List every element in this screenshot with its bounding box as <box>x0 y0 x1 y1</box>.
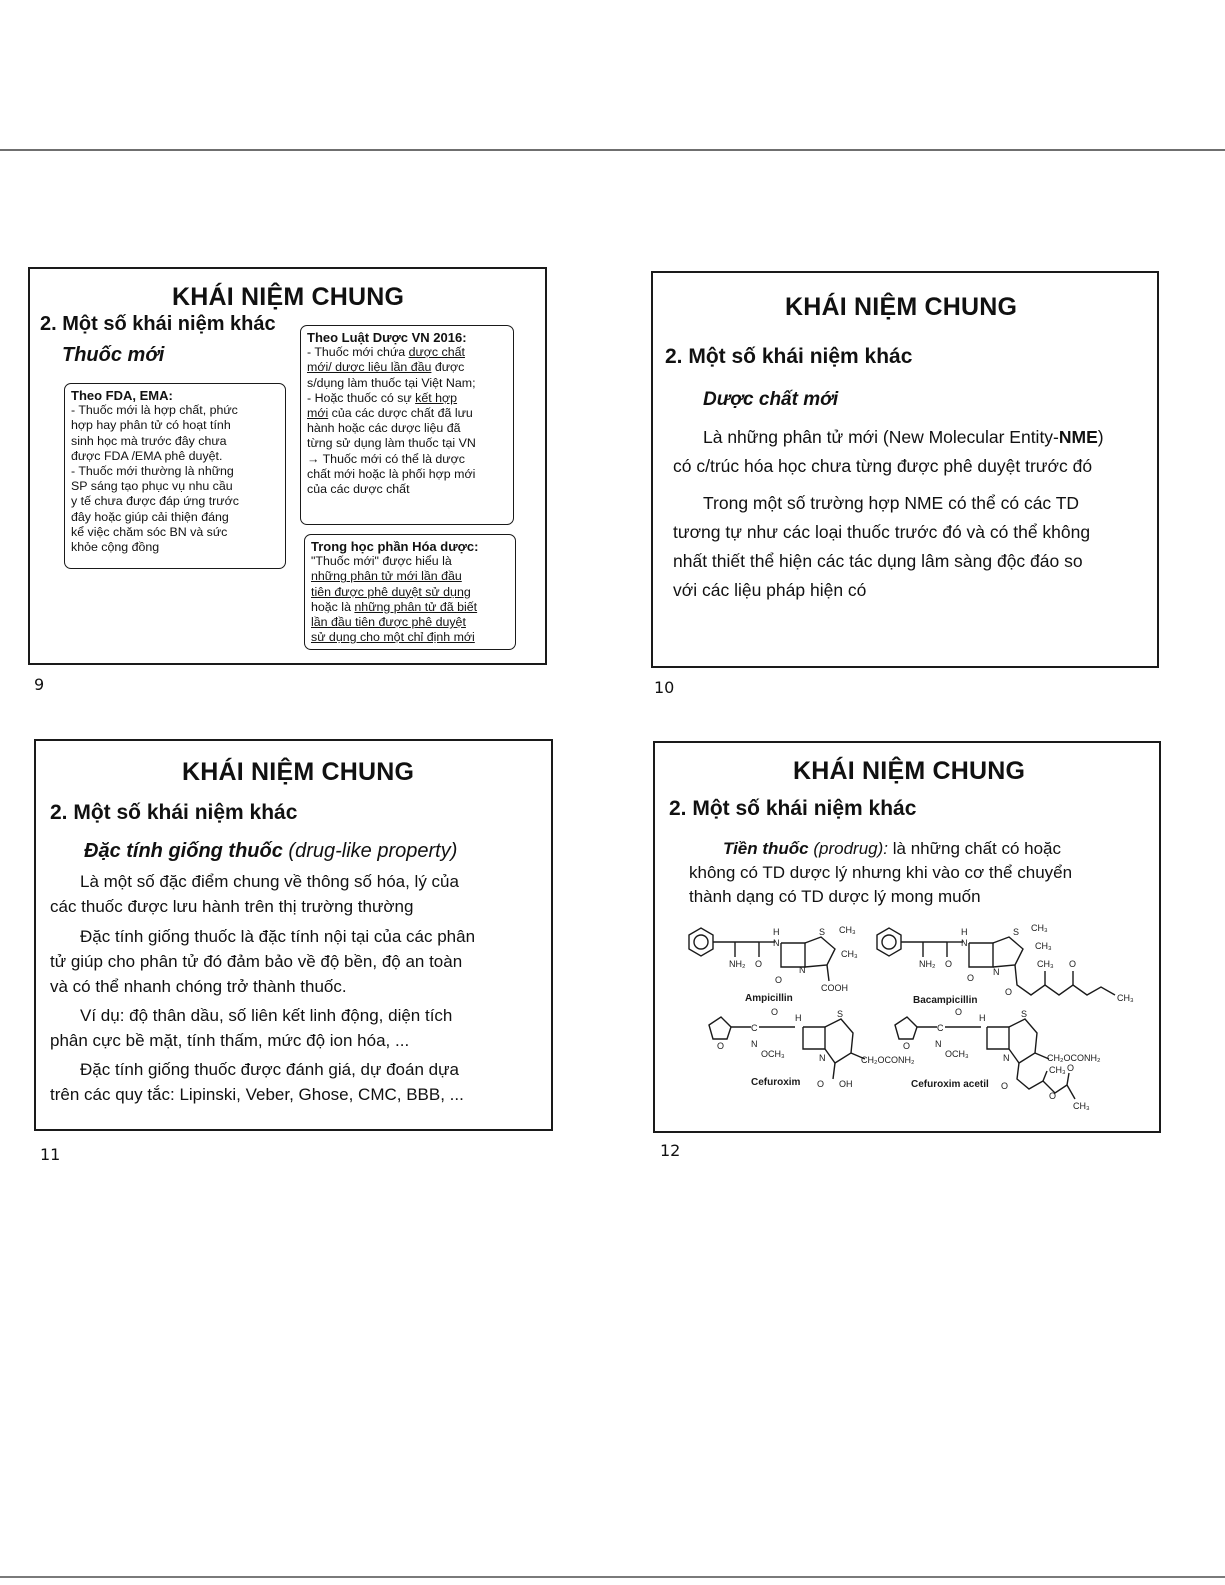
course-underlined: sử dụng cho một chỉ định mới <box>311 630 475 645</box>
chem-label: H <box>979 1013 986 1023</box>
slide-title: KHÁI NIỆM CHUNG <box>793 757 1026 785</box>
chem-label: CH₃ <box>1031 923 1048 933</box>
law-text: s/dụng làm thuốc tại Việt Nam; <box>307 375 476 390</box>
text-line: Đặc tính giống thuốc là đặc tính nội tại của các phân <box>80 927 476 946</box>
chem-label: O <box>1005 987 1013 997</box>
course-underlined: tiên được phê duyệt sử dụng <box>311 584 471 599</box>
chem-label: CH₃ <box>841 949 858 959</box>
ampicillin-structure <box>689 925 858 1004</box>
paragraph <box>50 869 552 919</box>
chem-label: O <box>1067 1063 1075 1073</box>
chem-label: O <box>955 1007 963 1017</box>
chem-label: O <box>1001 1081 1009 1091</box>
chem-label: CH₂OCONH₂ <box>1047 1053 1101 1063</box>
fda-line: - Thuốc mới là hợp chất, phức <box>71 403 238 418</box>
law-text: được <box>431 360 465 375</box>
molecule-name-cefuroxim: Cefuroxim <box>751 1077 801 1088</box>
slide-title: KHÁI NIỆM CHUNG <box>785 293 1018 321</box>
chem-label: H <box>773 927 780 937</box>
chem-label: O <box>1049 1091 1057 1101</box>
chem-label: NH₂ <box>729 959 746 969</box>
top-rule <box>0 149 1225 151</box>
cefuroxim-acetil-structure <box>895 1007 1101 1111</box>
slide-heading: 2. Một số khái niệm khác <box>669 797 917 820</box>
text-line: là những chất có hoặc <box>888 839 1062 858</box>
text-line: Ví dụ: độ thân dầu, số liên kết linh động, diện tích <box>80 1006 453 1025</box>
paragraph <box>689 837 1159 909</box>
law-underlined: mới/ dược liệu lần đầu <box>307 360 432 375</box>
law-text: - Hoặc thuốc có sự <box>307 390 416 405</box>
molecule-name-bacampicillin: Bacampicillin <box>913 995 978 1006</box>
law-text: hành hoặc các dược liệu đã <box>307 421 461 436</box>
chem-label: S <box>837 1009 844 1019</box>
law-text: của các dược chất đã lưu <box>328 406 473 421</box>
slide-10 <box>651 271 1159 668</box>
molecule-name-cefuroxim-acetil: Cefuroxim acetil <box>911 1079 989 1090</box>
fda-ema-box <box>64 383 286 569</box>
chem-label: H <box>795 1013 802 1023</box>
course-text: "Thuốc mới" được hiểu là <box>311 554 452 569</box>
text-line: phân cực bề mặt, tính thấm, mức độ ion hóa, ... <box>50 1031 410 1050</box>
text-line: tử giúp cho phân tử đó đảm bảo về độ bền, độ an toàn <box>50 952 463 971</box>
slide-number: 10 <box>654 678 675 697</box>
molecule-name-ampicillin: Ampicillin <box>745 993 793 1004</box>
chem-label: N <box>935 1039 942 1049</box>
slide-number: 12 <box>660 1141 681 1160</box>
law-text: → Thuốc mới có thể là dược <box>307 451 465 466</box>
chem-label: CH₃ <box>1037 959 1054 969</box>
text-line: thành dạng có TD dược lý mong muốn <box>689 887 981 906</box>
fda-box-header: Theo FDA, EMA: <box>71 388 173 403</box>
chem-label: N <box>819 1053 826 1063</box>
chem-label: C <box>937 1023 944 1033</box>
slide-title: KHÁI NIỆM CHUNG <box>172 283 405 311</box>
text-line: Đặc tính giống thuốc được đánh giá, dự đoán dựa <box>80 1060 459 1079</box>
chem-label: S <box>1013 927 1020 937</box>
course-underlined: những phân tử mới lần đầu <box>311 569 462 584</box>
chem-label: O <box>817 1079 825 1089</box>
course-underlined: lần đầu tiên được phê duyệt <box>311 615 466 630</box>
text-line: có c/trúc hóa học chưa từng được phê duyệt trước đó <box>673 456 1093 476</box>
text-line: ) <box>1097 427 1104 447</box>
course-text: hoặc là <box>311 599 355 614</box>
slide-9 <box>28 267 547 665</box>
slide-number: 9 <box>34 675 45 694</box>
fda-line: được FDA /EMA phê duyệt. <box>71 448 223 463</box>
chem-label: CH₂OCONH₂ <box>861 1055 915 1065</box>
nme-bold: NME <box>1058 427 1098 447</box>
chem-label: N <box>799 965 806 975</box>
chem-label: OH <box>839 1079 853 1089</box>
bottom-rule <box>0 1576 1225 1578</box>
text-line: Là những phân tử mới (New Molecular Entity- <box>703 427 1059 447</box>
text-line: và có thể nhanh chóng trở thành thuốc. <box>50 977 347 996</box>
paragraph <box>50 924 552 999</box>
law-text: - Thuốc mới chứa <box>307 345 409 360</box>
chem-label: O <box>967 973 975 983</box>
chem-label: O <box>903 1041 911 1051</box>
text-line: nhất thiết thể hiện các tác dụng lâm sàng độc đáo so <box>673 551 1083 571</box>
law-underlined: dược chất <box>408 345 465 360</box>
course-box <box>304 534 516 650</box>
chem-label: COOH <box>821 983 848 993</box>
chem-label: O <box>945 959 953 969</box>
cefuroxim-structure <box>709 1007 915 1089</box>
slide-number: 11 <box>40 1145 61 1164</box>
slide-subhead: Dược chất mới <box>703 389 839 410</box>
vn-law-box <box>300 325 514 525</box>
chem-label: CH₃ <box>1117 993 1134 1003</box>
law-text: của các dược chất <box>307 482 410 497</box>
chem-label: N <box>751 1039 758 1049</box>
chem-label: CH₃ <box>1049 1065 1066 1075</box>
paragraph <box>673 423 1159 481</box>
chem-label: S <box>819 927 826 937</box>
law-box-header: Theo Luật Dược VN 2016: <box>307 330 467 345</box>
chem-label: CH₃ <box>1035 941 1052 951</box>
subhead-rest: (prodrug): <box>808 839 889 858</box>
bacampicillin-structure <box>877 923 1134 1006</box>
prodrug-structures <box>655 923 1155 1123</box>
subhead-bold: Đặc tính giống thuốc <box>84 840 283 862</box>
chem-label: OCH₃ <box>945 1049 969 1059</box>
course-box-header: Trong học phần Hóa dược: <box>311 539 479 554</box>
paragraph <box>50 1057 552 1107</box>
chem-label: O <box>717 1041 725 1051</box>
text-line: trên các quy tắc: Lipinski, Veber, Ghose, CMC, BBB, ... <box>50 1085 464 1104</box>
chem-label: S <box>1021 1009 1028 1019</box>
fda-line: y tế chưa được đáp ứng trước <box>71 494 239 509</box>
slide-subhead <box>84 840 457 863</box>
chem-label: O <box>1069 959 1077 969</box>
chem-label: CH₃ <box>839 925 856 935</box>
chem-label: N <box>961 938 968 948</box>
text-line: các thuốc được lưu hành trên thị trường thường <box>50 897 414 916</box>
slide-12 <box>653 741 1161 1133</box>
fda-line: - Thuốc mới thường là những <box>71 464 234 479</box>
course-underlined: những phân tử đã biết <box>354 599 478 614</box>
chem-label: C <box>751 1023 758 1033</box>
slide-heading: 2. Một số khái niệm khác <box>665 345 913 368</box>
chem-label: O <box>755 959 763 969</box>
chem-label: NH₂ <box>919 959 936 969</box>
fda-line: SP sáng tạo phục vụ nhu cầu <box>71 479 233 494</box>
chem-label: N <box>773 938 780 948</box>
chem-label: O <box>771 1007 779 1017</box>
slide-heading: 2. Một số khái niệm khác <box>40 313 276 335</box>
paragraph <box>50 1003 552 1053</box>
text-line: tương tự như các loại thuốc trước đó và có thể không <box>673 522 1091 542</box>
law-underlined: mới <box>307 406 329 421</box>
chem-label: CH₃ <box>1073 1101 1090 1111</box>
chem-label: N <box>1003 1053 1010 1063</box>
law-text: chất mới hoặc là phối hợp mới <box>307 466 476 481</box>
chem-label: O <box>775 975 783 985</box>
slide-heading: 2. Một số khái niệm khác <box>50 801 298 824</box>
fda-line: đây hoặc giúp cải thiện đáng <box>71 509 229 524</box>
chem-label: N <box>993 967 1000 977</box>
slide-subhead: Thuốc mới <box>62 344 165 366</box>
slide-11 <box>34 739 553 1131</box>
fda-line: hợp hay phân tử có hoạt tính <box>71 418 231 433</box>
fda-line: sinh học mà trước đây chưa <box>71 433 227 448</box>
chem-label: H <box>961 927 968 937</box>
fda-line: kể việc chăm sóc BN và sức <box>71 524 228 539</box>
paragraph <box>673 489 1159 605</box>
subhead-rest: (drug-like property) <box>282 840 458 862</box>
law-underlined: kết hợp <box>415 390 458 405</box>
slide-title: KHÁI NIỆM CHUNG <box>182 758 415 786</box>
text-line: với các liệu pháp hiện có <box>673 580 867 600</box>
law-text: từng sử dụng làm thuốc tại VN <box>307 436 476 451</box>
subhead-bold: Tiền thuốc <box>723 839 809 858</box>
text-line: Trong một số trường hợp NME có thể có các TD <box>703 493 1080 513</box>
fda-line: khỏe cộng đồng <box>71 540 160 555</box>
chem-label: OCH₃ <box>761 1049 785 1059</box>
text-line: không có TD dược lý nhưng khi vào cơ thể chuyển <box>689 863 1073 882</box>
text-line: Là một số đặc điểm chung về thông số hóa, lý của <box>80 872 459 891</box>
